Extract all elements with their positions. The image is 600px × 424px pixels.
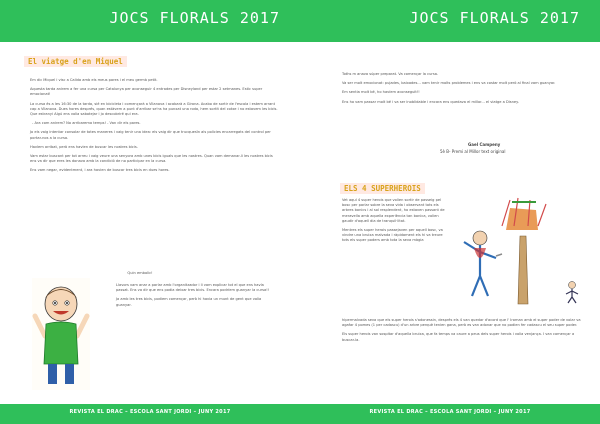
paragraph: Va ser molt emocionat: pujades, baixades... vam tenir molts problemes i ens va costar molt però al final vam guanyar. [342, 81, 556, 86]
header-bar [300, 0, 600, 42]
paragraph: Em dic Miquel i visc a Calida amb els meus pares i el meu germà petit. [30, 78, 158, 82]
small-figure-drawing [562, 280, 582, 304]
paragraph: Vam estar buscant per tot arreu i vaig veure una senyora amb unes bicis iguals que les nostres. Quan vam demanar-li les nostres bicis ens va dir que eres les donava amb la condició de no participar en la cursa. [30, 154, 273, 164]
story-body-narrow [342, 198, 448, 248]
story-body-full [342, 318, 582, 347]
story-body-continued [342, 72, 572, 109]
paragraph: Toths m anava súper preparat. Va començar la cursa. [342, 72, 439, 76]
dialogue-line: - Ara com anirem? No arribarema temps! - Van dir els pares. [32, 121, 141, 126]
story-body [30, 78, 278, 178]
story-heading: El viatge d'en Miquel [24, 56, 127, 67]
paragraph: La cursa és a les 16:30 de la tarda, sié en bicicleta i començarà a Vilanova i acabarà a Girona. Acabo de sortir de l'escola i estem arrant cap a Vilanova. Dues hores després, quan estàvem a punt d'arribar se'ns ha punxat una roda, hem sortit del cotxe i no estavem les bicis. Que estranyi Algú ens volia sabotejar i jo descobriré qui era. [30, 101, 278, 117]
signature [440, 141, 560, 155]
footer-bar [300, 404, 600, 424]
paragraph: Vet aquí 4 super herois que volien sortir de passeig pel bosc per parlar sobre la seva vida i observant tots els arbres bonics i al sol resplendent, ho estaven passant de meravella amb aquella experiència tan bonica, volien gaudir d'aquell dia de tranquil·litat. [342, 198, 445, 223]
paragraph: Em sentia molt bé, ho havíem aconseguit!! [342, 90, 420, 95]
paragraph: Llavors vam anar a parlar amb l'organitzador i li vam explicar tot el que ens havía passat. Ens va dir que ens podia deixar tres bicis. Encara podríem guanyar la cursa!! [116, 283, 270, 293]
footer-bar [0, 404, 300, 424]
side-text [116, 283, 276, 312]
footer-text: REVISTA EL DRAC – ESCOLA SANT JORDI – JUNY 2017 [369, 409, 531, 415]
caption: Quin embolic! [127, 271, 153, 275]
author-name: Gael Campeny [468, 142, 501, 147]
paragraph: Havíem arribat, però ens havien de buscar les nostres bicis. [30, 144, 138, 149]
boy-drawing [32, 278, 90, 390]
right-page [300, 0, 600, 424]
prize-label: 5è B- Premi al Millor text original [440, 149, 506, 154]
paragraph: Mentres els super herois passejaven per aquell bosc, va vindre una bruixa malvada i ràpidament els hi va treure tots els super poders amb tota la seva màgia [342, 228, 443, 243]
story-heading: ELS 4 SUPERHEROIS [340, 183, 425, 194]
paragraph: Aquesta tarda anirem a fer una cursa per Catalunya per aconseguir 4 entrades per Disneyland per estar 2 setmanes. Estic super emocionat! [30, 87, 263, 97]
footer-text: REVISTA EL DRAC – ESCOLA SANT JORDI – JUNY 2017 [69, 409, 231, 415]
paragraph: Ens ho vam passar molt bé i va ser inoblidable i encara ens quedava el millor... el viatge a Disney. [342, 99, 519, 104]
magazine-title: JOCS FLORALS 2017 [109, 9, 280, 27]
paragraph: Els super herois van sospitar d'aquella bruixa, que fa temps va caure a peus dels super herois i volia venjança. I van començar a buscar-la. [342, 332, 575, 342]
magazine-title: JOCS FLORALS 2017 [409, 9, 580, 27]
paragraph: Jo els vaig intentar consolar de totes maneres i vaig tenir una idea: els vaig dir que trucquesïn als policies encarregats del control per portar-nos a la cursa. [30, 130, 271, 140]
paragraph: Ja amb les tres bicis, podiem començar, però hi havia un munt de gent que volia guanyar. [116, 297, 262, 307]
superheroes-drawing [450, 196, 562, 306]
paragraph: Ens vam negar, evidentment, i ara havien de buscar tres bicis en dues hores. [30, 168, 170, 173]
paragraph: hipermalvada seva que els super herois s'adonessin, després els 4 van quedar d'acord que l' Iroman amb el super poder de volar va agafar 4 pomes (1 per cadascu) d'un arbre perquè tenien gana, però es van adonar que no podien fer cadascu el seu super poder. [342, 318, 581, 328]
header-bar [0, 0, 300, 42]
